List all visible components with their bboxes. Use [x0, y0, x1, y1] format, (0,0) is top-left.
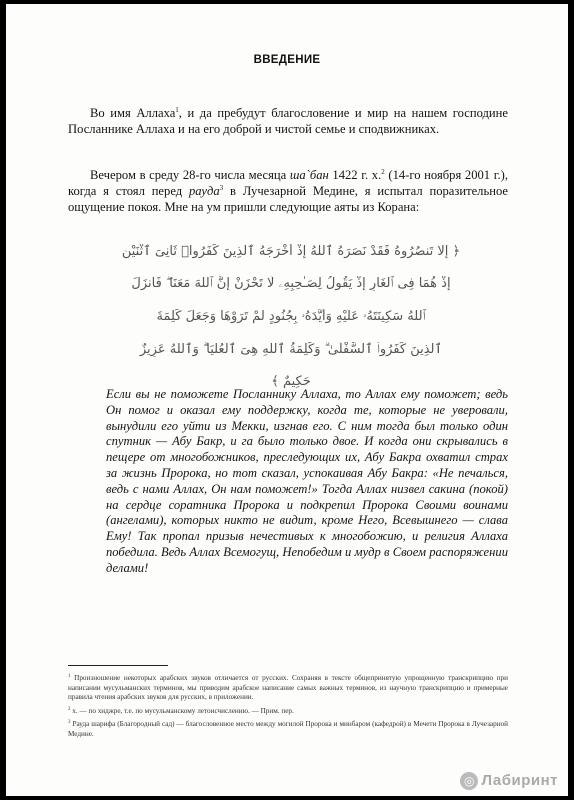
labyrinth-logo-icon: ◎	[460, 772, 478, 790]
rauda-term: рауда	[189, 183, 220, 198]
arabic-line: حَكِيمٌ ﴾	[271, 374, 311, 389]
narrative-paragraph: Вечером в среду 28-го числа месяца ша`бан 1422 г. х.$^2$ (14-го ноября 2001 г.), когда я стоял перед рауда$^3$ в Лучезарной Медине, я испытал поразительное ощущение покоя. Мне на ум пришли следующие аяты из Корана:	[68, 168, 508, 214]
intro-paragraph: Во имя Аллаха$^1$, и да пребудут благословение и мир на нашем господине Посланнике Аллаха и на его доброй и чистой семье и сподвижниках.	[68, 106, 508, 136]
footnote-ref-2: 2	[381, 168, 385, 176]
footnote: $^2$ х. — по хиджре, т.е. по мусульманскому летоисчислению. — Прим. пер.	[68, 706, 294, 715]
book-page	[6, 4, 568, 796]
arabic-line: إِذْ هُمَا فِى ٱلْغَارِ إِذْ يَقُولُ لِصَـٰحِبِهِۦ لَا تَحْزَنْ إِنَّ ٱللَّهَ مَعَنَا ۖ فَأَنزَلَ	[131, 276, 451, 291]
footnote-ref-3: 3	[219, 183, 224, 192]
arabic-line: ٱلَّذِينَ كَفَرُوا۟ ٱلسُّفْلَىٰ ۗ وَكَلِمَةُ ٱللَّهِ هِىَ ٱلْعُلْيَا ۗ وَٱللَّهُ عَزِيزٌ	[139, 342, 443, 357]
footnote: $^1$ Произношение некоторых арабских звуков отличается от русских. Сохраняя в тексте общепринятую упрощенную транскрипцию при написании мусульманских терминов, мы приводим арабское написание самых важных терминов, из научную транскрипцию и примерные правила чтения арабских звуков для русских, в приложении.	[68, 674, 509, 702]
month-term: ша`бан	[289, 168, 329, 182]
footnote-divider	[68, 665, 168, 666]
chapter-title: ВВЕДЕНИЕ	[253, 54, 321, 66]
footnote-ref-1: 1	[175, 106, 179, 114]
watermark: ◎ Лабиринт	[460, 772, 558, 790]
footnotes	[68, 672, 508, 742]
arabic-line: ٱللَّهُ سَكِينَتَهُۥ عَلَيْهِ وَأَيَّدَهُۥ بِجُنُودٍ لَّمْ تَرَوْهَا وَجَعَلَ كَلِمَةَ	[156, 309, 426, 324]
footnote: $^3$ Рауда шарифа (Благородный сад) — благословенное место между могилой Пророка и минбаром (кафедрой) в Мечети Пророка в Лучезарной Медине.	[68, 720, 508, 738]
verse-translation: Если вы не поможете Посланнику Аллаха, то Аллах ему поможет; ведь Он помог и оказал ему поддержку, когда те, которые не уверовали, вынудили его уйти из Мекки, изгнав его. С ним тогда был только один спутник — Абу Бакр, и га было только двое. И когда они скрывались в пещере от многобожников, преследующих их, Абу Бакра охватил страх за жизнь Пророка, но тот сказал, успокаивая Абу Бакра: «Не печалься, ведь с нами Аллах, Он нам поможет!» Тогда Аллах низвел сакина (покой) на сердце соратника Пророка и подкрепил Пророка Своими воинами (ангелами), которых никто не видит, кроме Него, Всевышнего — слава Ему! Так пропал призыв нечестивых к многобожию, и религия Аллаха победила. Ведь Аллах Всемогущ, Непобедим и мудр в Своем распоряжении делами!	[106, 387, 508, 575]
arabic-line: ﴿ إِلَّا تَنصُرُوهُ فَقَدْ نَصَرَهُ ٱللَّهُ إِذْ أَخْرَجَهُ ٱلَّذِينَ كَفَرُوا۟ ثَانِىَ ٱثْنَيْنِ	[121, 244, 461, 259]
